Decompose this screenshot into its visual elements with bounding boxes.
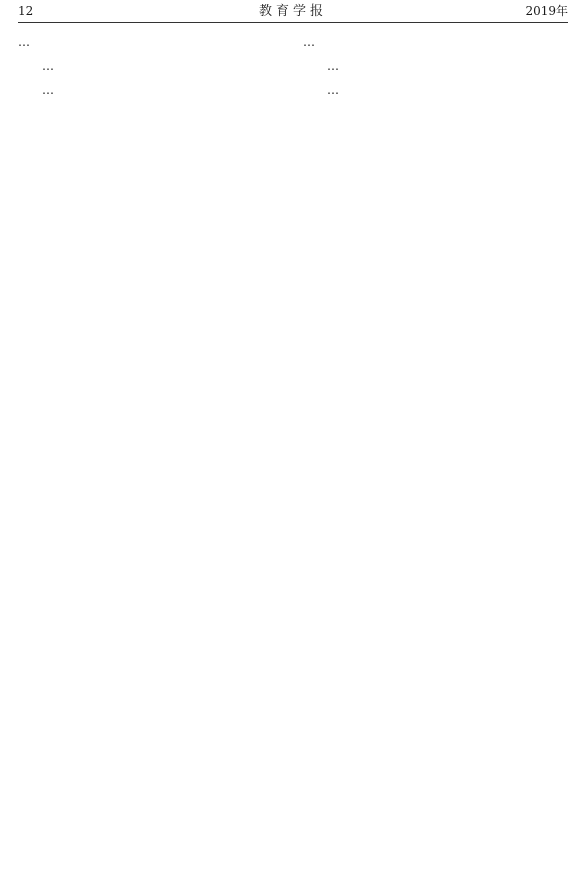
page-number: 12 — [18, 4, 34, 18]
journal-title: 教育学报 — [258, 3, 328, 19]
publication-year: 2019年 — [525, 4, 568, 18]
paragraph: … — [327, 83, 339, 97]
paragraph: … — [42, 59, 54, 73]
left-column — [18, 32, 283, 863]
article-body — [18, 32, 568, 863]
paragraph: … — [42, 83, 54, 97]
paragraph: … — [303, 35, 315, 49]
running-header — [18, 0, 568, 23]
right-column — [303, 32, 568, 863]
paragraph: … — [327, 59, 339, 73]
paragraph: … — [18, 35, 30, 49]
